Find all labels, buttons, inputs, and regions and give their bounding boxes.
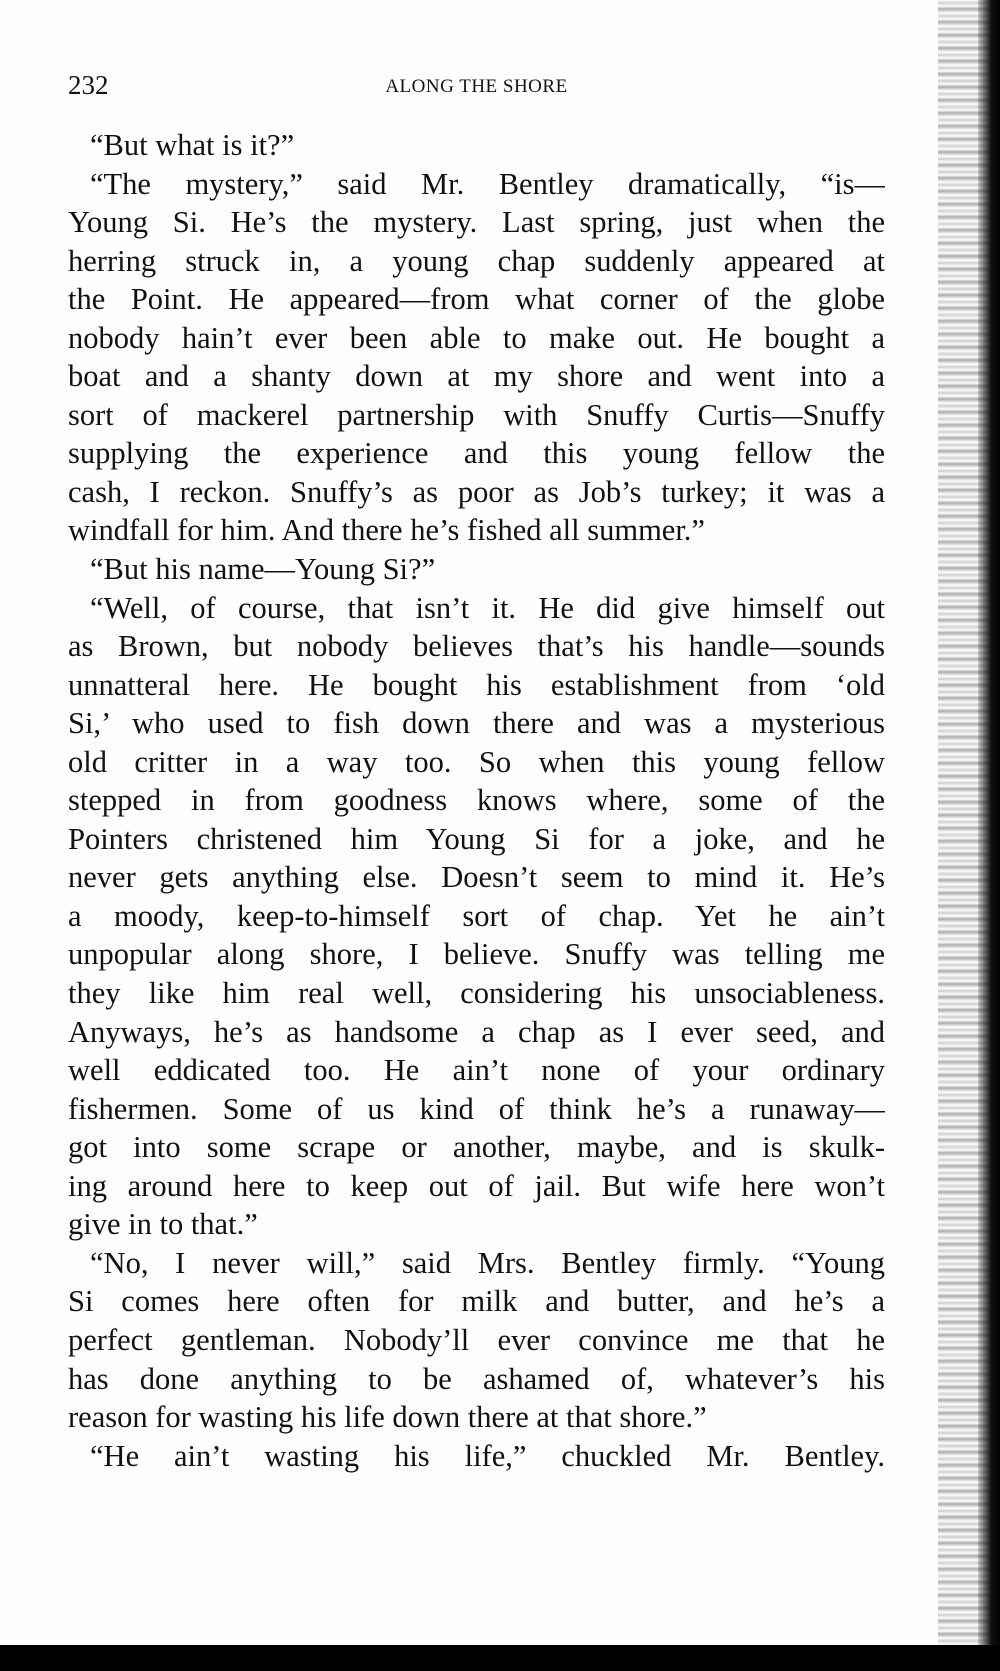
text-line: supplying the experience and this young fellow the — [68, 436, 885, 471]
text-line: “Well, of course, that isn’t it. He did give himself out — [90, 590, 885, 625]
text-line: “The mystery,” said Mr. Bentley dramatically, “is— — [90, 166, 885, 201]
text-line: Si,’ who used to fish down there and was a mysterious — [68, 706, 885, 741]
text-line: stepped in from goodness knows where, some of the — [68, 783, 885, 818]
text-line: cash, I reckon. Snuffy’s as poor as Job’s turkey; it was a — [68, 474, 885, 509]
text-line: give in to that.” — [68, 1207, 258, 1242]
text-line: herring struck in, a young chap suddenly appeared at — [68, 243, 885, 278]
text-line: as Brown, but nobody believes that’s his handle—sounds — [68, 629, 885, 664]
text-line: old critter in a way too. So when this young fellow — [68, 744, 885, 779]
text-line: perfect gentleman. Nobody’ll ever convince me that he — [68, 1322, 885, 1357]
book-spine-edge — [978, 0, 1000, 1650]
text-line: has done anything to be ashamed of, whatever’s his — [68, 1361, 885, 1396]
page-header — [68, 70, 885, 110]
scan-bottom-edge — [0, 1645, 1000, 1671]
text-line: they like him real well, considering his unsociableness. — [68, 976, 885, 1011]
text-line: the Point. He appeared—from what corner of the globe — [68, 282, 885, 317]
text-line: sort of mackerel partnership with Snuffy Curtis—Snuffy — [68, 397, 885, 432]
text-line: Si comes here often for milk and butter, and he’s a — [68, 1284, 885, 1319]
text-line: windfall for him. And there he’s fished all summer.” — [68, 513, 705, 548]
text-line: Young Si. He’s the mystery. Last spring, just when the — [68, 205, 885, 240]
text-line: Anyways, he’s as handsome a chap as I ever seed, and — [68, 1014, 885, 1049]
running-head: ALONG THE SHORE — [385, 76, 568, 97]
text-line: “But his name—Young Si?” — [90, 552, 436, 587]
text-line: boat and a shanty down at my shore and went into a — [68, 359, 885, 394]
text-line: “But what is it?” — [90, 128, 295, 162]
text-line: Pointers christened him Young Si for a joke, and he — [68, 821, 885, 856]
text-line: reason for wasting his life down there at that shore.” — [68, 1400, 707, 1435]
text-line: never gets anything else. Doesn’t seem to mind it. He’s — [68, 860, 885, 895]
text-line: got into some scrape or another, maybe, and is skulk- — [68, 1130, 885, 1165]
text-line: a moody, keep-to-himself sort of chap. Yet he ain’t — [68, 898, 885, 933]
text-line: ing around here to keep out of jail. But wife here won’t — [68, 1168, 885, 1203]
text-line: fishermen. Some of us kind of think he’s a runaway— — [68, 1091, 885, 1126]
text-line: “No, I never will,” said Mrs. Bentley firmly. “Young — [90, 1245, 885, 1280]
text-line: unpopular along shore, I believe. Snuffy was telling me — [68, 937, 885, 972]
text-line: “He ain’t wasting his life,” chuckled Mr. Bentley. — [90, 1438, 885, 1473]
page-number: 232 — [68, 70, 109, 100]
body-text — [68, 126, 885, 1475]
text-line: unnatteral here. He bought his establishment from ‘old — [68, 667, 885, 702]
text-line: well eddicated too. He ain’t none of your ordinary — [68, 1053, 885, 1088]
text-line: nobody hain’t ever been able to make out. He bought a — [68, 320, 885, 355]
